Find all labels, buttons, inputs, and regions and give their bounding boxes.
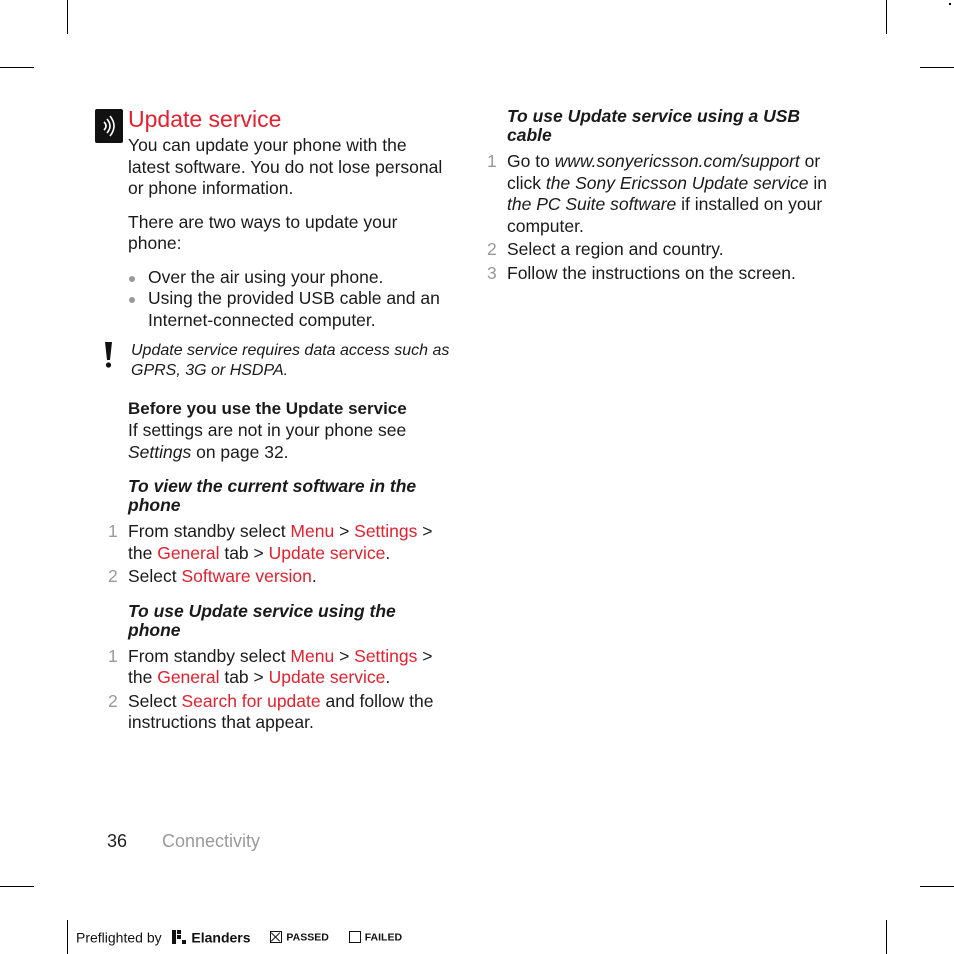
preflight-label: Preflighted by [76, 929, 162, 946]
step-number: 2 [108, 566, 118, 586]
crop-mark [920, 886, 954, 887]
search-for-update-link[interactable]: Search for update [181, 690, 321, 711]
support-url-link[interactable]: www.sonyericsson.com/support [554, 151, 800, 171]
brand-name: Elanders [191, 929, 251, 946]
passed-label: PASSED [286, 931, 329, 944]
steps-usb-update [487, 151, 837, 284]
section-name: Connectivity [162, 831, 261, 851]
bullet-icon [129, 297, 135, 303]
update-service-app-link[interactable]: the Sony Ericsson Update service [545, 172, 809, 193]
pc-suite-link[interactable]: the PC Suite software [507, 194, 677, 214]
list-item: Using the provided USB cable and an Internet-connected computer. [128, 288, 453, 331]
right-column [487, 106, 837, 286]
left-column [128, 135, 453, 341]
task-title-usb-update: To use Update service using a USB cable [507, 106, 801, 145]
failed-label: FAILED [364, 931, 403, 944]
step-number: 1 [108, 645, 118, 666]
update-ways-paragraph: There are two ways to update your phone: [128, 211, 398, 253]
failed-checkbox [349, 931, 361, 943]
before-heading: Before you use the Update service [128, 399, 407, 418]
elanders-logo-icon [172, 930, 186, 944]
crop-mark [0, 886, 34, 887]
list-item: Over the air using your phone. [128, 267, 453, 289]
preflight-stamp [76, 928, 402, 948]
page-title: Update service [128, 106, 282, 132]
update-service-link[interactable]: Update service [268, 542, 386, 563]
step: 1 From standby select Menu > Settings > the General tab > Update service. [108, 645, 433, 687]
step-number: 2 [487, 239, 497, 259]
crop-dot [949, 3, 951, 5]
exclamation-icon [102, 340, 116, 370]
step-number: 2 [108, 690, 118, 711]
general-tab-link[interactable]: General [157, 667, 220, 687]
task-title-phone-update: To use Update service using the phone [128, 600, 396, 640]
page-number: 36 [107, 831, 128, 851]
note-text: Update service requires data access such as GPRS, 3G or HSDPA. [131, 342, 450, 379]
step: 2 Select Software version. [108, 566, 317, 586]
step: 2 Select a region and country. [487, 239, 724, 259]
steps-phone-update [108, 645, 453, 734]
crop-mark [67, 0, 68, 34]
task-title-view-software: To view the current software in the phone [128, 476, 417, 515]
settings-link[interactable]: Settings [354, 521, 418, 541]
software-update-icon [95, 109, 123, 143]
general-tab-link[interactable]: General [157, 542, 220, 563]
step: 2 Select Search for update and follow the instructions that appear. [108, 690, 434, 732]
step: 1 From standby select Menu > Settings > the General tab > Update service. [108, 521, 433, 563]
software-version-link[interactable]: Software version [181, 566, 312, 586]
crop-mark [920, 67, 954, 68]
menu-link[interactable]: Menu [290, 521, 335, 541]
update-service-link[interactable]: Update service [268, 667, 386, 687]
step-number: 1 [108, 521, 118, 541]
menu-link[interactable]: Menu [290, 645, 335, 666]
step: 1 Go to www.sonyericsson.com/support or click the Sony Ericsson Update service in the PC Suite software if installed on your computer. [487, 151, 828, 236]
step-number: 1 [487, 151, 497, 171]
crop-mark [67, 920, 68, 954]
left-column-lower [108, 398, 453, 736]
update-ways-list [128, 267, 453, 332]
passed-checkbox [270, 931, 282, 943]
bullet-icon [129, 276, 135, 282]
intro-paragraph: You can update your phone with the latest software. You do not lose personal or phone information. [128, 135, 443, 198]
step: 3 Follow the instructions on the screen. [487, 262, 796, 283]
before-paragraph: If settings are not in your phone see Settings on page 32. [128, 420, 407, 462]
settings-link[interactable]: Settings [354, 645, 418, 666]
steps-view-software [108, 521, 453, 588]
crop-mark [0, 67, 34, 68]
settings-reference-link[interactable]: Settings [128, 441, 192, 462]
step-number: 3 [487, 262, 497, 283]
crop-mark [886, 920, 887, 954]
crop-mark [886, 0, 887, 34]
